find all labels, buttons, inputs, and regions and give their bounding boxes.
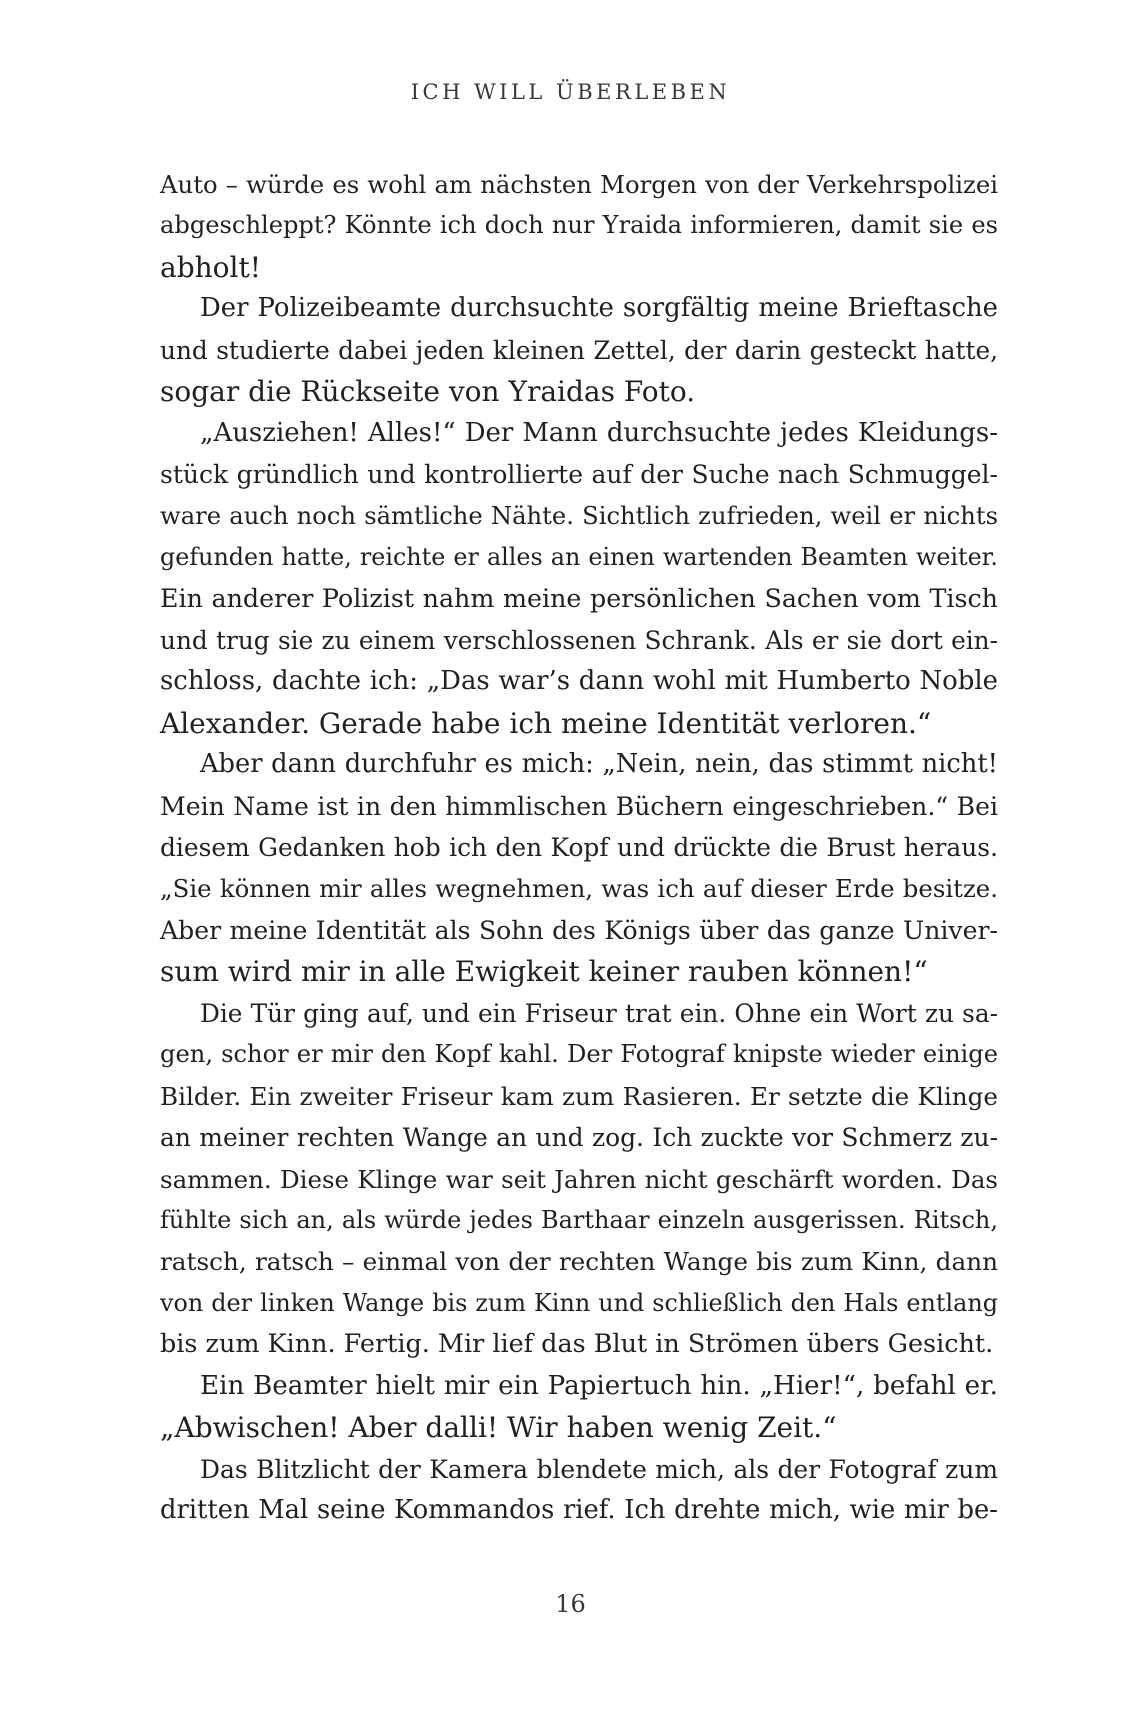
text-line: sogar die Rückseite von Yraidas Foto. bbox=[160, 375, 696, 409]
running-header: ICH WILL ÜBERLEBEN bbox=[410, 80, 731, 104]
text-line: Alexander. Gerade habe ich meine Identität verloren.“ bbox=[160, 706, 932, 740]
text-line: Ein Beamter hielt mir ein Papiertuch hin. „Hier!“, befahl er. bbox=[200, 1370, 998, 1401]
text-line: Bilder. Ein zweiter Friseur kam zum Rasieren. Er setzte die Klinge bbox=[160, 1081, 998, 1111]
page-number: 16 bbox=[555, 1590, 586, 1618]
text-line: schloss, dachte ich: „Das war’s dann wohl mit Humberto Noble bbox=[160, 666, 998, 697]
text-line: und studierte dabei jeden kleinen Zettel, der darin gesteckt hatte, bbox=[160, 335, 998, 365]
text-line: Mein Name ist in den himmlischen Büchern eingeschrieben.“ Bei bbox=[160, 791, 998, 821]
text-line: sammen. Diese Klinge war seit Jahren nicht geschärft worden. Das bbox=[160, 1164, 998, 1194]
text-line: stück gründlich und kontrollierte auf der Suche nach Schmuggel- bbox=[160, 460, 998, 490]
text-line: Die Tür ging auf, und ein Friseur trat ein. Ohne ein Wort zu sa- bbox=[200, 998, 998, 1028]
text-line: von der linken Wange bis zum Kinn und schließlich den Hals entlang bbox=[160, 1288, 998, 1317]
text-line: abgeschleppt? Könnte ich doch nur Yraida informieren, damit sie es bbox=[160, 211, 998, 240]
text-line: „Abwischen! Aber dalli! Wir haben wenig Zeit.“ bbox=[160, 1411, 837, 1445]
text-line: ware auch noch sämtliche Nähte. Sichtlich zufrieden, weil er nichts bbox=[160, 501, 998, 530]
body-text bbox=[160, 164, 998, 1531]
text-line: diesem Gedanken hob ich den Kopf und drückte die Brust heraus. bbox=[160, 833, 998, 862]
text-line: fühlte sich an, als würde jedes Barthaar einzeln ausgerissen. Ritsch, bbox=[160, 1205, 998, 1234]
text-line: Aber meine Identität als Sohn des Königs über das ganze Univer- bbox=[160, 915, 998, 945]
text-line: sum wird mir in alle Ewigkeit keiner rauben können!“ bbox=[160, 955, 928, 989]
text-line: und trug sie zu einem verschlossenen Schrank. Als er sie dort ein- bbox=[160, 625, 998, 655]
text-line: ratsch, ratsch – einmal von der rechten Wange bis zum Kinn, dann bbox=[160, 1247, 998, 1277]
text-line: Ein anderer Polizist nahm meine persönlichen Sachen vom Tisch bbox=[160, 583, 998, 614]
text-line: Das Blitzlicht der Kamera blendete mich, als der Fotograf zum bbox=[200, 1454, 998, 1484]
text-line: Auto – würde es wohl am nächsten Morgen von der Verkehrspolizei bbox=[160, 170, 998, 199]
text-line: Aber dann durchfuhr es mich: „Nein, nein, das stimmt nicht! bbox=[200, 749, 998, 780]
text-line: dritten Mal seine Kommandos rief. Ich drehte mich, wie mir be- bbox=[160, 1495, 998, 1525]
text-line: gefunden hatte, reichte er alles an einen wartenden Beamten weiter. bbox=[160, 542, 998, 571]
text-line: gen, schor er mir den Kopf kahl. Der Fotograf knipste wieder einige bbox=[160, 1040, 998, 1069]
text-line: bis zum Kinn. Fertig. Mir lief das Blut in Strömen übers Gesicht. bbox=[160, 1329, 994, 1360]
text-line: „Sie können mir alles wegnehmen, was ich auf dieser Erde besitze. bbox=[160, 874, 998, 904]
text-line: abholt! bbox=[160, 250, 261, 284]
text-line: an meiner rechten Wange an und zog. Ich zuckte vor Schmerz zu- bbox=[160, 1123, 998, 1153]
text-line: Der Polizeibeamte durchsuchte sorgfältig meine Brieftasche bbox=[200, 293, 998, 324]
text-line: „Ausziehen! Alles!“ Der Mann durchsuchte jedes Kleidungs- bbox=[200, 417, 998, 448]
